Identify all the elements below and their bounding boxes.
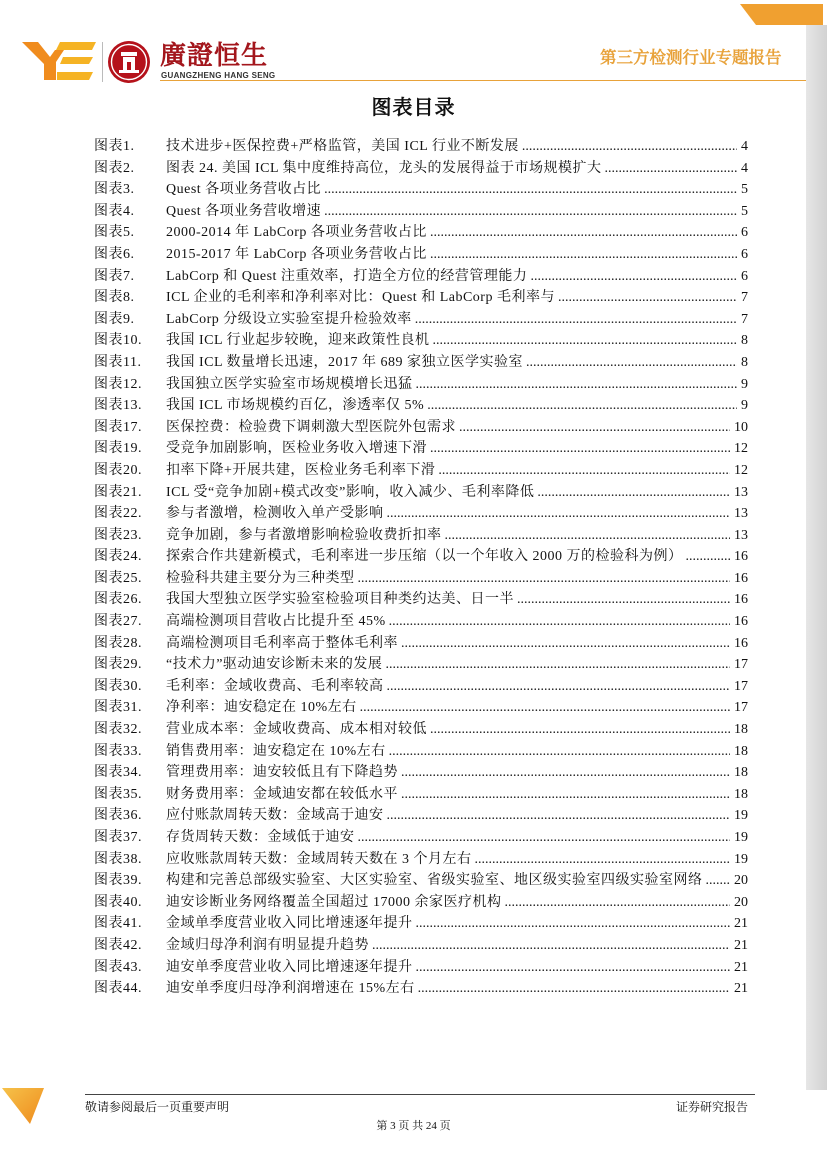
toc-row[interactable] [94,158,748,180]
toc-page-number: 17 [734,678,748,694]
toc-dot-leader [358,827,731,849]
toc-dot-leader [389,741,730,763]
toc-label: 图表20. [94,462,142,478]
toc-label: 图表27. [94,614,142,630]
toc-label: 图表9. [94,311,135,327]
brand-name-cn: 廣證恒生 [160,41,269,70]
toc-page-number: 6 [741,268,748,284]
toc-row[interactable] [94,222,748,244]
toc-page-number: 16 [734,570,748,586]
toc-page-number: 6 [741,246,748,262]
company-logo [0,0,160,100]
toc-page-number: 5 [741,182,748,198]
toc-page-number: 9 [741,398,748,414]
toc-title: 医保控费：检验费下调刺激大型医院外包需求 [166,419,456,435]
toc-page-number: 10 [734,419,748,435]
toc-row[interactable] [94,460,748,482]
toc-row[interactable] [94,568,748,590]
toc-page-number: 4 [741,139,748,154]
toc-title: 应收账款周转天数：金域周转天数在 3 个月左右 [166,851,472,867]
toc-title: 管理费用率：迪安较低且有下降趋势 [166,765,398,781]
toc-label: 图表22. [94,506,142,522]
toc-dot-leader [401,784,730,806]
toc-title: 迪安诊断业务网络覆盖全国超过 17000 余家医疗机构 [166,894,502,910]
toc-label: 图表35. [94,786,142,802]
toc-page-number: 19 [734,830,748,845]
toc-page-number: 21 [734,981,748,997]
toc-title: 构建和完善总部级实验室、大区实验室、省级实验室、地区级实验室四级实验室网络 [166,873,703,889]
toc-label: 图表7. [94,268,135,284]
toc-row[interactable] [94,697,748,719]
report-title: 第三方检测行业专题报告 [600,48,782,67]
toc-title: 应付账款周转天数：金域高于迪安 [166,808,384,824]
toc-label: 图表40. [94,894,142,910]
toc-row[interactable] [94,136,748,158]
toc-row[interactable] [94,913,748,935]
toc-page-number: 13 [734,506,748,522]
toc-page-number: 12 [734,441,748,457]
toc-label: 图表43. [94,959,142,975]
toc-label: 图表29. [94,657,142,673]
toc-row[interactable] [94,546,748,568]
toc-page-number: 18 [734,765,748,781]
toc-heading: 图表目录 [371,97,456,119]
toc-row[interactable] [94,201,748,223]
toc-title: 营业成本率：金域收费高、成本相对较低 [166,722,427,738]
toc-page-number: 13 [734,527,748,543]
toc-label: 图表31. [94,700,142,716]
toc-row[interactable] [94,784,748,806]
toc-label: 图表32. [94,722,142,738]
toc-row[interactable] [94,525,748,547]
toc-row[interactable] [94,762,748,784]
toc-title: 探索合作共建新模式，毛利率进一步压缩（以一个年收入 2000 万的检验科为例） [166,549,683,565]
toc-row[interactable] [94,978,748,1000]
toc-page-number: 21 [734,959,748,975]
toc-row[interactable] [94,633,748,655]
toc-row[interactable] [94,287,748,309]
toc-dot-leader [522,136,737,158]
toc-title: 存货周转天数：金域低于迪安 [166,830,355,845]
toc-row[interactable] [94,330,748,352]
toc-row[interactable] [94,417,748,439]
toc-label: 图表5. [94,225,135,241]
toc-title: 参与者激增，检测收入单产受影响 [166,506,384,522]
toc-row[interactable] [94,892,748,914]
toc-dot-leader [430,222,737,244]
toc-row[interactable] [94,849,748,871]
toc-label: 图表2. [94,160,135,176]
toc-title: 检验科共建主要分为三种类型 [166,570,355,586]
toc-dot-leader [387,805,731,827]
toc-label: 图表44. [94,981,142,997]
toc-title: “技术力”驱动迪安诊断未来的发展 [166,657,383,673]
toc-page-number: 21 [734,916,748,932]
toc-dot-leader [430,719,730,741]
toc-row[interactable] [94,352,748,374]
toc-title: ICL 受“竞争加剧+模式改变”影响，收入减少、毛利率降低 [166,484,535,500]
toc-label: 图表6. [94,246,135,262]
toc-row[interactable] [94,503,748,525]
header-accent-tab [740,4,823,25]
toc-page-number: 19 [734,851,748,867]
toc-dot-leader [416,913,731,935]
toc-dot-leader [401,633,730,655]
toc-page-number: 16 [734,549,748,565]
toc-dot-leader [475,849,731,871]
toc-page-number: 16 [734,614,748,630]
toc-row[interactable] [94,482,748,504]
toc-dot-leader [324,179,737,201]
toc-dot-leader [537,482,730,504]
toc-dot-leader [686,546,731,568]
toc-label: 图表19. [94,441,142,457]
toc-title: 我国 ICL 市场规模约百亿，渗透率仅 5% [166,398,425,414]
toc-title: 毛利率：金域收费高、毛利率较高 [166,678,384,694]
toc-row[interactable] [94,266,748,288]
toc-dot-leader [416,374,738,396]
toc-page-number: 17 [734,657,748,673]
toc-dot-leader [324,201,737,223]
toc-label: 图表12. [94,376,142,392]
toc-dot-leader [438,460,730,482]
toc-label: 图表23. [94,527,142,543]
side-bar [806,25,827,1090]
toc-title: 竞争加剧，参与者激增影响检验收费折扣率 [166,527,442,543]
toc-dot-leader [530,266,737,288]
toc-dot-leader [358,568,731,590]
toc-dot-leader [706,870,731,892]
toc-label: 图表33. [94,743,142,759]
toc-dot-leader [445,525,731,547]
footer-report-type: 证券研究报告 [675,1100,748,1114]
toc-label: 图表4. [94,203,135,219]
footer-disclaimer: 敬请参阅最后一页重要声明 [85,1100,230,1114]
toc-title: 图表 24. 美国 ICL 集中度维持高位，龙头的发展得益于市场规模扩大 [166,160,602,176]
toc-label: 图表13. [94,398,142,414]
toc-label: 图表3. [94,182,135,198]
toc-row[interactable] [94,179,748,201]
toc-label: 图表24. [94,549,142,565]
toc-row[interactable] [94,309,748,331]
toc-title: 技术进步+医保控费+严格监管，美国 ICL 行业不断发展 [166,139,519,154]
toc-dot-leader [389,611,730,633]
toc-row[interactable] [94,611,748,633]
toc-dot-leader [430,244,737,266]
toc-page-number: 17 [734,700,748,716]
toc-row[interactable] [94,589,748,611]
toc-label: 图表25. [94,570,142,586]
toc-label: 图表21. [94,484,142,500]
toc-dot-leader [459,417,730,439]
toc-label: 图表36. [94,808,142,824]
toc-page-number: 18 [734,786,748,802]
toc-title: LabCorp 分级设立实验室提升检验效率 [166,311,412,327]
toc-page-number: 8 [741,354,748,370]
toc-title: 我国独立医学实验室市场规模增长迅猛 [166,376,413,392]
toc-dot-leader [372,935,730,957]
toc-title: 金域归母净利润有明显提升趋势 [166,937,369,953]
toc-dot-leader [387,503,731,525]
toc-dot-leader [433,330,737,352]
toc-title: 我国 ICL 数量增长迅速，2017 年 689 家独立医学实验室 [166,354,524,370]
toc-label: 图表1. [94,139,135,154]
toc-dot-leader [517,589,730,611]
toc-page-number: 9 [741,376,748,392]
toc-dot-leader [427,395,737,417]
toc-label: 图表34. [94,765,142,781]
toc-dot-leader [526,352,737,374]
toc-dot-leader [387,676,731,698]
toc-title: 销售费用率：迪安稳定在 10%左右 [166,743,386,759]
toc-title: 净利率：迪安稳定在 10%左右 [166,700,357,716]
toc-row[interactable] [94,438,748,460]
toc-row[interactable] [94,374,748,396]
toc-title: Quest 各项业务营收增速 [166,203,322,219]
toc-dot-leader [418,978,730,1000]
toc-row[interactable] [94,654,748,676]
toc-label: 图表39. [94,873,142,889]
toc-page-number: 7 [741,290,748,306]
toc-row[interactable] [94,805,748,827]
toc-page-number: 13 [734,484,748,500]
toc-row[interactable] [94,870,748,892]
toc-label: 图表8. [94,290,135,306]
toc-page-number: 8 [741,333,748,349]
toc-row[interactable] [94,935,748,957]
toc-page-number: 5 [741,203,748,219]
toc-label: 图表28. [94,635,142,651]
brand-name-en: GUANGZHENG HANG SENG [161,71,276,80]
toc-title: 高端检测项目营收占比提升至 45% [166,614,386,630]
toc-page-number: 21 [734,937,748,953]
toc-page-number: 6 [741,225,748,241]
toc-row[interactable] [94,741,748,763]
toc-label: 图表11. [94,354,142,370]
toc-title: 受竞争加剧影响，医检业务收入增速下滑 [166,441,427,457]
toc-title: 迪安单季度归母净利润增速在 15%左右 [166,981,415,997]
toc-title: 我国大型独立医学实验室检验项目种类约达美、日一半 [166,592,514,608]
toc-title: 2000-2014 年 LabCorp 各项业务营收占比 [166,225,427,241]
toc-title: ICL 企业的毛利率和净利率对比：Quest 和 LabCorp 毛利率与 [166,290,555,306]
toc-list [94,136,748,1000]
toc-dot-leader [360,697,730,719]
toc-page-number: 12 [734,462,748,478]
toc-page-number: 4 [741,160,748,176]
toc-dot-leader [430,438,730,460]
toc-row[interactable] [94,957,748,979]
toc-label: 图表41. [94,916,142,932]
toc-dot-leader [605,158,737,180]
toc-dot-leader [558,287,737,309]
logo-mark-icon [22,42,96,80]
toc-dot-leader [401,762,730,784]
toc-page-number: 20 [734,894,748,910]
toc-title: 财务费用率：金域迪安都在较低水平 [166,786,398,802]
toc-page-number: 18 [734,722,748,738]
toc-label: 图表26. [94,592,142,608]
toc-title: 高端检测项目毛利率高于整体毛利率 [166,635,398,651]
toc-title: LabCorp 和 Quest 注重效率，打造全方位的经营管理能力 [166,268,528,284]
toc-label: 图表30. [94,678,142,694]
toc-label: 图表37. [94,830,142,845]
toc-title: Quest 各项业务营收占比 [166,182,322,198]
toc-row[interactable] [94,395,748,417]
toc-title: 我国 ICL 行业起步较晚，迎来政策性良机 [166,333,430,349]
toc-title: 金域单季度营业收入同比增速逐年提升 [166,916,413,932]
seal-icon [108,41,150,83]
toc-row[interactable] [94,827,748,849]
toc-title: 2015-2017 年 LabCorp 各项业务营收占比 [166,246,427,262]
toc-dot-leader [416,957,731,979]
toc-row[interactable] [94,676,748,698]
toc-page-number: 16 [734,635,748,651]
footer-page-info: 第 3 页 共 24 页 [376,1120,451,1132]
toc-row[interactable] [94,244,748,266]
toc-label: 图表17. [94,419,142,435]
toc-label: 图表42. [94,937,142,953]
toc-label: 图表10. [94,333,142,349]
toc-page-number: 16 [734,592,748,608]
toc-dot-leader [415,309,737,331]
toc-dot-leader [385,654,730,676]
toc-dot-leader [505,892,731,914]
toc-page-number: 7 [741,311,748,327]
toc-title: 扣率下降+开展共建，医检业务毛利率下滑 [166,462,436,478]
toc-row[interactable] [94,719,748,741]
toc-title: 迪安单季度营业收入同比增速逐年提升 [166,959,413,975]
toc-label: 图表38. [94,851,142,867]
toc-page-number: 19 [734,808,748,824]
toc-page-number: 20 [734,873,748,889]
toc-page-number: 18 [734,743,748,759]
